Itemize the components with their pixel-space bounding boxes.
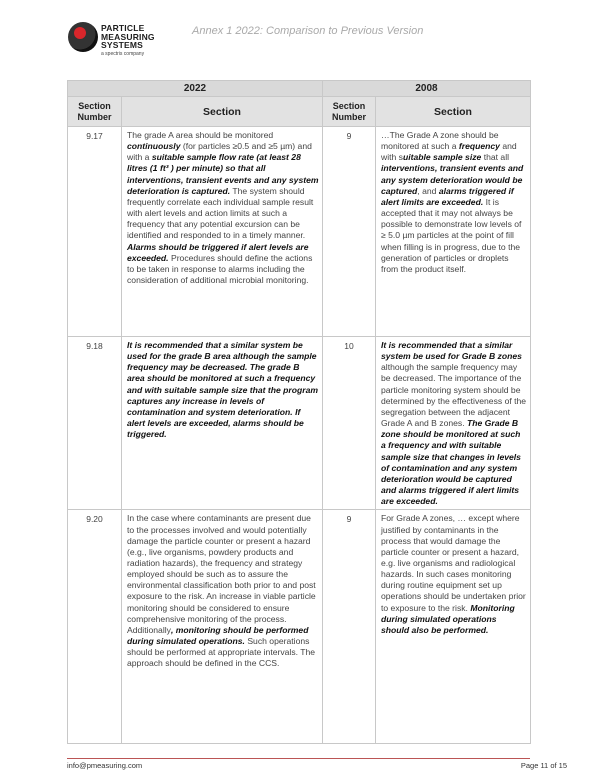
emphasized-text: , monitoring should be performed during simulated operations. <box>127 624 309 647</box>
footer-divider <box>67 758 530 759</box>
emphasized-text: The Grade B zone should be monitored at such a frequency and with suitable sample size that changes in levels of contamination and any system deterioration would be captured and alarms triggered if alert limits are exceeded. <box>381 418 521 507</box>
text-segment: Procedures should define the actions to be taken in response to alarms including the consideration of additional microbial monitoring. <box>127 252 313 286</box>
emphasized-text: interventions, transient events and any system deterioration would be captured <box>381 163 524 196</box>
comparison-table <box>67 80 531 744</box>
section-number-2022: 9.17 <box>68 127 122 337</box>
text-segment: In the case where contaminants are present due to the processes involved and would potentially damage the particle counter or present a hazard (e.g., live organisms, powdery products and radiation hazards), the frequency and strategy employed should be such as to assure the environmental classification both prior to and post exposure to the risk. An increase in viable particle monitoring should be considered to ensure comprehensive monitoring of the process. Additionally <box>127 513 316 635</box>
year-header-2008: 2008 <box>323 81 531 97</box>
logo-line: PARTICLE <box>101 23 145 33</box>
section-text-2008 <box>376 510 531 744</box>
logo-circle-icon <box>68 22 98 52</box>
text-segment: For Grade A zones, … except where justified by contaminants in the process that would damage the particle counter or present a hazard, e.g. live organisms and radiological hazards. In such cases monitoring during routine equipment set up operations should be undertaken prior to exposure to the risk. <box>381 513 526 613</box>
text-segment: …The Grade A zone should be monitored at such a <box>381 130 499 152</box>
text-segment: The system should frequently correlate each individual sample result with alert levels and action limits at such a frequency that any potential excursion can be identified and responded to in a timely manner. <box>127 185 314 241</box>
section-number-2022: 9.18 <box>68 337 122 510</box>
document-title: Annex 1 2022: Comparison to Previous Version <box>192 25 424 37</box>
page-number: Page 11 of 15 <box>520 761 567 770</box>
text-segment: It is accepted that it may not always be possible to demonstrate low levels of ≥ 5.0 µm particles at the point of fill when filling is in progress, due to the generation of particles or droplets from the product itself. <box>381 196 522 274</box>
emphasized-text: continuously <box>127 141 181 152</box>
company-logo <box>68 22 188 62</box>
column-header-section: Section <box>122 97 323 127</box>
emphasized-text: alarms triggered if alert limits are exceeded. <box>381 185 514 207</box>
text-segment: and with s <box>381 141 517 163</box>
text-segment: , and <box>417 185 439 196</box>
emphasized-text: Alarms should be triggered if alert levels are exceeded. <box>127 241 309 263</box>
section-text-2008 <box>376 127 531 337</box>
text-segment: although the sample frequency may be decreased. The importance of the particle monitoring system should be determined by the effectiveness of the segregation between the adjacent Grade A and B zones. <box>381 362 527 429</box>
year-header-2022: 2022 <box>68 81 323 97</box>
section-text-2022 <box>122 127 323 337</box>
table-row <box>68 127 531 337</box>
footer-email-link[interactable]: info@pmeasuring.com <box>67 761 143 770</box>
table-row <box>68 337 531 510</box>
logo-subtitle: a spectris company <box>101 51 145 57</box>
emphasized-text: suitable sample flow rate (at least 28 litres (1 ft³ ) per minute) so that all interventions, transient events and any system deterioration is captured. <box>127 152 319 196</box>
text-segment: The grade A area should be monitored <box>127 130 274 140</box>
emphasized-text: Monitoring during simulated operations should also be performed. <box>381 602 515 635</box>
column-header-section: Section <box>376 97 531 127</box>
text-segment: Such operations should be performed at appropriate intervals. The approach should be defined in the CCS. <box>127 636 316 669</box>
logo-text <box>101 24 155 50</box>
text-segment: (for particles ≥0.5 and ≥5 µm) and with a <box>127 141 312 163</box>
logo-line: MEASURING <box>101 31 155 42</box>
section-number-2008: 9 <box>323 127 376 337</box>
logo-line: SYSTEMS <box>101 40 144 50</box>
emphasized-text: frequency <box>458 141 500 152</box>
table-row <box>68 510 531 744</box>
section-text-2022 <box>122 510 323 744</box>
section-number-2008: 10 <box>323 337 376 510</box>
emphasized-text: It is recommended that a similar system be used for Grade B zones <box>381 340 522 362</box>
emphasized-text: It is recommended that a similar system be used for the grade B area although the sample frequency may be decreased. The grade B area should be monitored at such a frequency and with suitable sample size that the program captures any increase in levels of contamination and system deterioration. If alert levels are exceeded, alarms should be triggered. <box>127 340 319 440</box>
column-header-section-number: Section Number <box>323 97 376 127</box>
column-header-section-number: Section Number <box>68 97 122 127</box>
section-text-2008 <box>376 337 531 510</box>
section-text-2022 <box>122 337 323 510</box>
emphasized-text: uitable sample size <box>402 152 482 163</box>
text-segment: that all <box>481 152 510 163</box>
section-number-2022: 9.20 <box>68 510 122 744</box>
section-number-2008: 9 <box>323 510 376 744</box>
